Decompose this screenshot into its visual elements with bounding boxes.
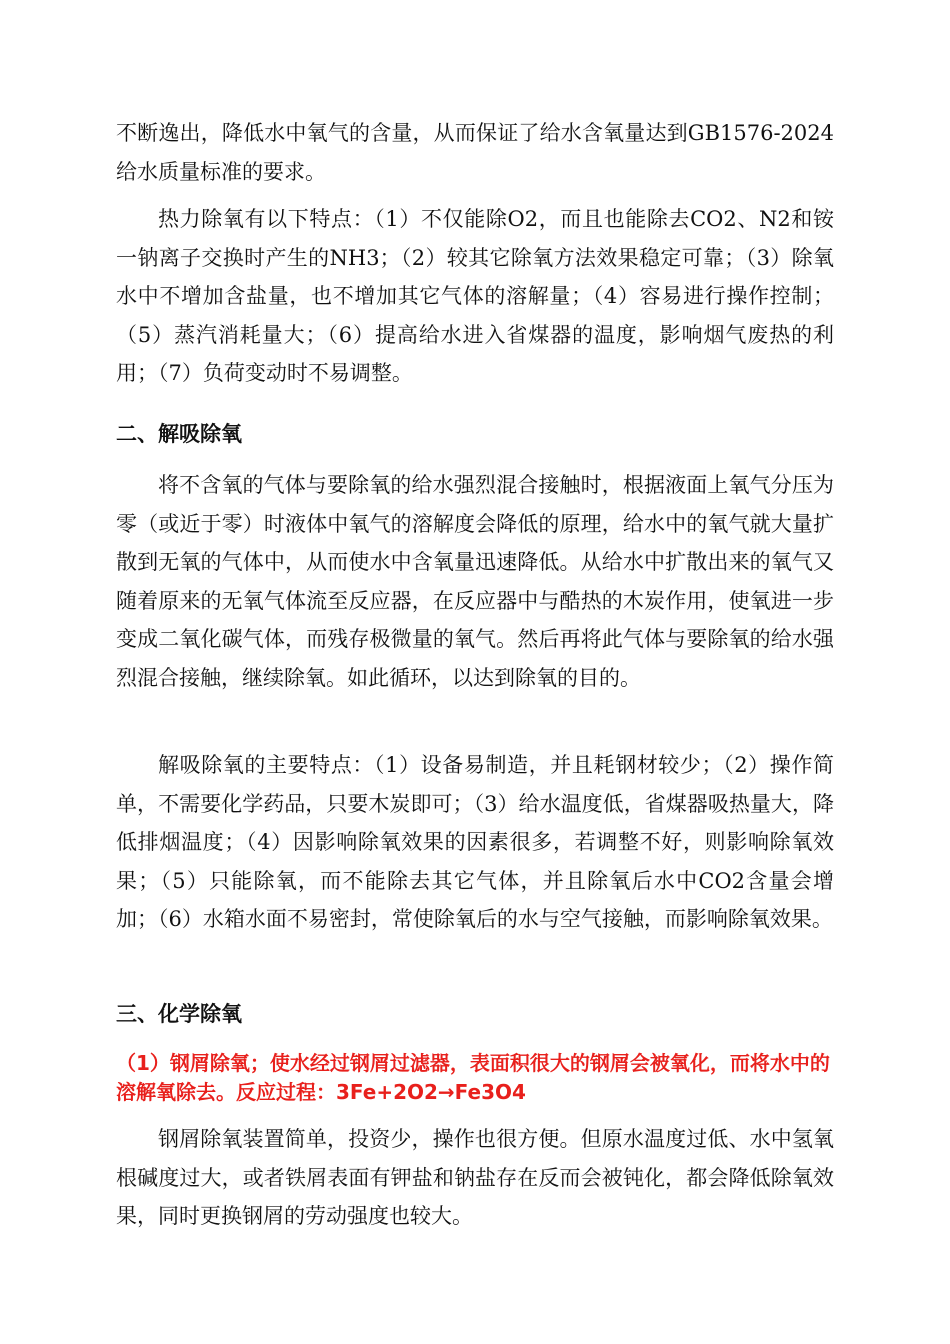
paragraph-continuation: 不断逸出，降低水中氧气的含量，从而保证了给水含氧量达到GB1576-2024给水质量标准的要求。 bbox=[116, 121, 834, 184]
steel-chips-deaeration-highlight: （1）钢屑除氧；使水经过钢屑过滤器，表面积很大的钢屑会被氧化，而将水中的溶解氧除去。反应过程：3Fe+2O2→Fe3O4 bbox=[116, 1051, 830, 1104]
paragraph-thermal-deaeration-features: 热力除氧有以下特点：（1）不仅能除O2，而且也能除去CO2、N2和铵一钠离子交换时产生的NH3；（2）较其它除氧方法效果稳定可靠；（3）除氧水中不增加含盐量，也不增加其它气体的溶解量；（4）容易进行操作控制；（5）蒸汽消耗量大；（6）提高给水进入省煤器的温度，影响烟气废热的利用；（7）负荷变动时不易调整。 bbox=[116, 207, 834, 385]
section-heading-chemical: 三、化学除氧 bbox=[116, 1002, 242, 1026]
section-heading-desorption: 二、解吸除氧 bbox=[116, 422, 242, 446]
paragraph-desorption-principle: 将不含氧的气体与要除氧的给水强烈混合接触时，根据液面上氧气分压为零（或近于零）时液体中氧气的溶解度会降低的原理，给水中的氧气就大量扩散到无氧的气体中，从而使水中含氧量迅速降低。从给水中扩散出来的氧气又随着原来的无氧气体流至反应器，在反应器中与酷热的木炭作用，使氧进一步变成二氧化碳气体，而残存极微量的氧气。然后再将此气体与要除氧的给水强烈混合接触，继续除氧。如此循环，以达到除氧的目的。 bbox=[116, 473, 834, 690]
paragraph-steel-chips: 钢屑除氧装置简单，投资少，操作也很方便。但原水温度过低、水中氢氧根碱度过大，或者铁屑表面有钾盐和钠盐存在反而会被钝化，都会降低除氧效果，同时更换钢屑的劳动强度也较大。 bbox=[116, 1127, 834, 1228]
paragraph-desorption-features: 解吸除氧的主要特点：（1）设备易制造，并且耗钢材较少；（2）操作简单，不需要化学药品，只要木炭即可；（3）给水温度低，省煤器吸热量大，降低排烟温度；（4）因影响除氧效果的因素很多，若调整不好，则影响除氧效果；（5）只能除氧，而不能除去其它气体，并且除氧后水中CO2含量会增加；（6）水箱水面不易密封，常使除氧后的水与空气接触，而影响除氧效果。 bbox=[116, 753, 834, 931]
